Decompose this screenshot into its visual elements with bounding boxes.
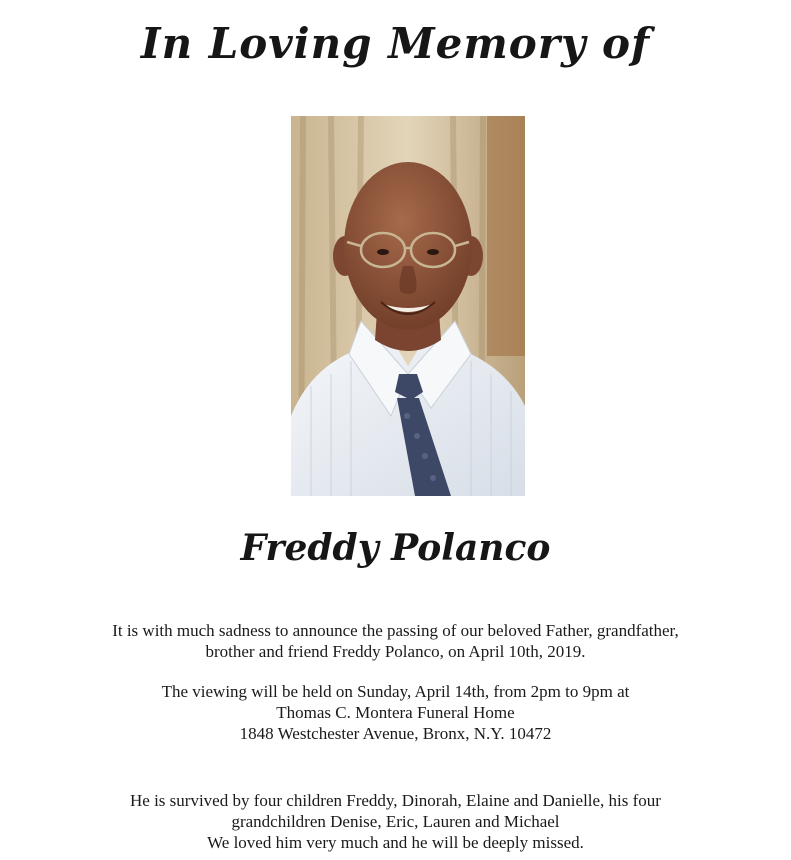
survivors-line: grandchildren Denise, Eric, Lauren and Michael — [231, 812, 560, 831]
deceased-name: Freddy Polanco — [240, 527, 551, 569]
announcement-line: It is with much sadness to announce the passing of our beloved Father, grandfather, — [112, 621, 679, 640]
funeral-home-name: Thomas C. Montera Funeral Home — [276, 703, 515, 722]
portrait-photo — [291, 116, 525, 496]
closing-line: We loved him very much and he will be deeply missed. — [207, 833, 584, 852]
survivors-paragraph — [0, 790, 791, 853]
survivors-line: He is survived by four children Freddy, Dinorah, Elaine and Danielle, his four — [130, 791, 661, 810]
funeral-home-address: 1848 Westchester Avenue, Bronx, N.Y. 10472 — [239, 724, 552, 743]
memorial-heading: In Loving Memory of — [140, 19, 651, 68]
viewing-paragraph — [0, 681, 791, 744]
viewing-line: The viewing will be held on Sunday, April 14th, from 2pm to 9pm at — [161, 682, 630, 701]
announcement-paragraph — [0, 620, 791, 662]
announcement-line: brother and friend Freddy Polanco, on April 10th, 2019. — [205, 642, 586, 661]
